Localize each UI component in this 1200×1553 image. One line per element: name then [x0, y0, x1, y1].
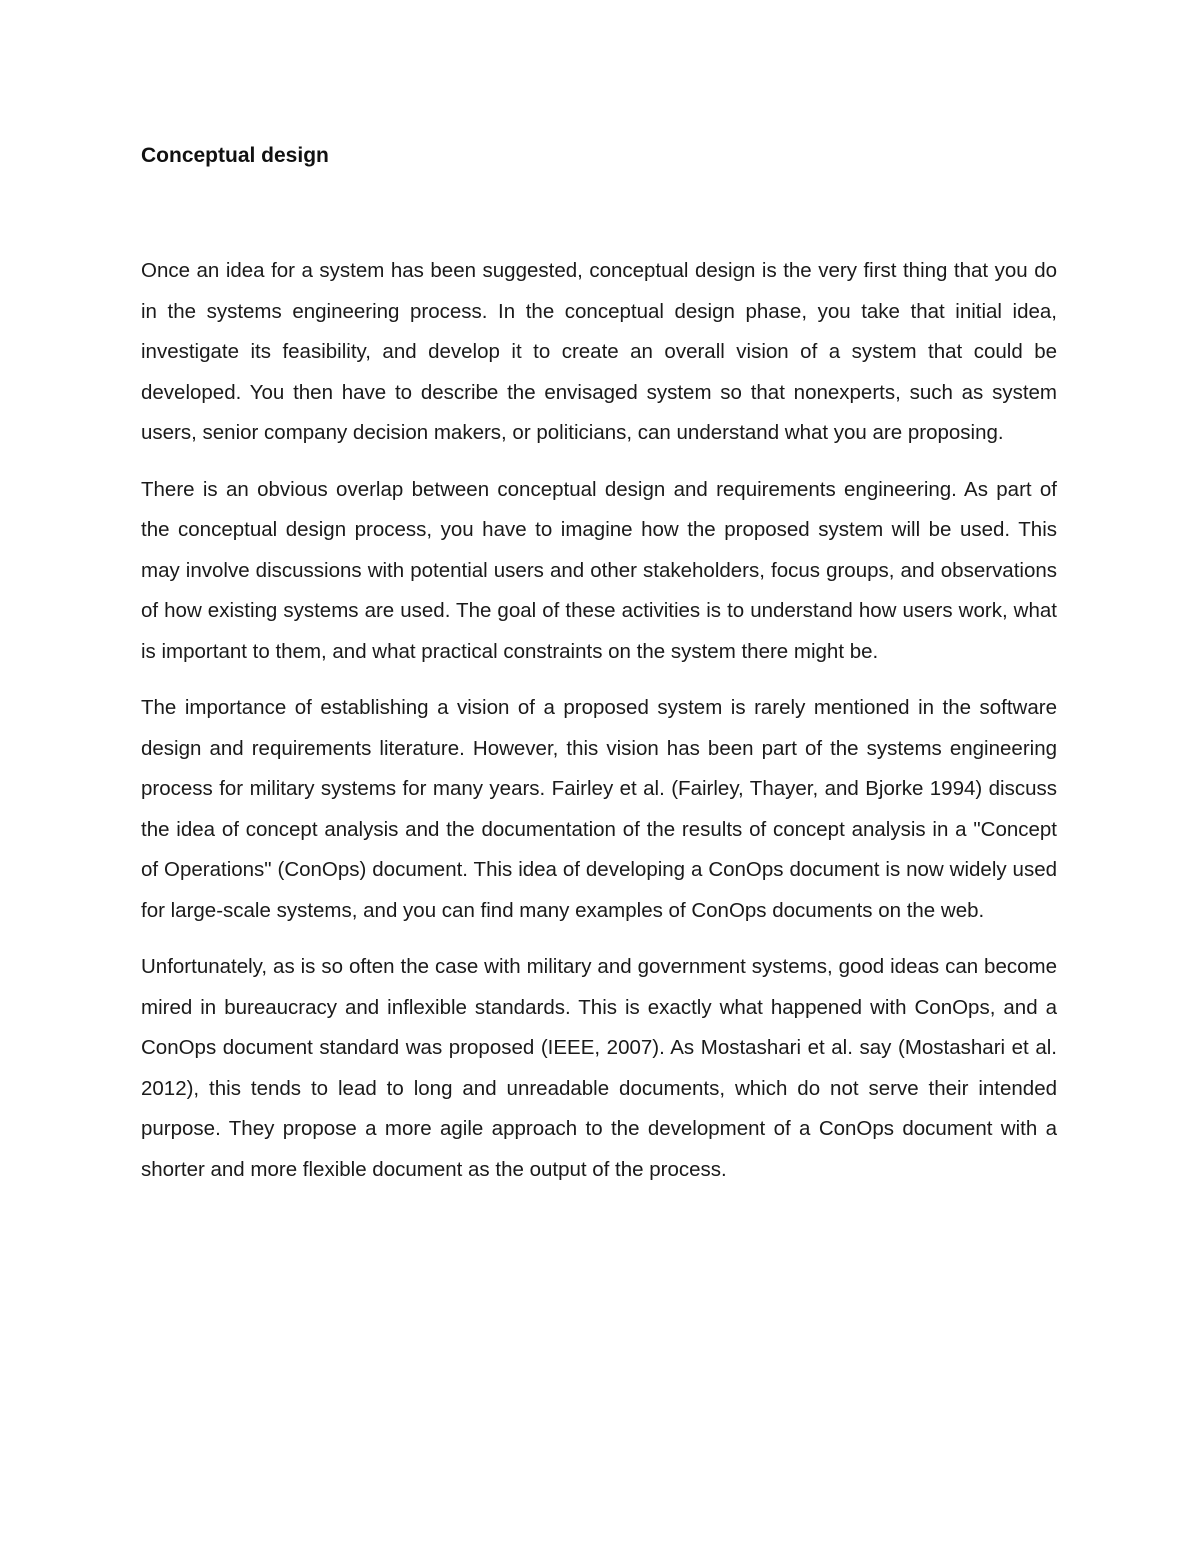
document-title: Conceptual design — [141, 144, 329, 167]
document-body — [141, 251, 1057, 1206]
paragraph-3: The importance of establishing a vision of a proposed system is rarely mentioned in the software design and requirements literature. However, this vision has been part of the systems engineering process for military systems for many years. Fairley et al. (Fairley, Thayer, and Bjorke 1994) discuss the idea of concept analysis and the documentation of the results of concept analysis in a "Concept of Operations" (ConOps) document. This idea of developing a ConOps document is now widely used for large-scale systems, and you can find many examples of ConOps documents on the web. — [141, 696, 1057, 922]
paragraph-2: There is an obvious overlap between conceptual design and requirements engineering. As part of the conceptual design process, you have to imagine how the proposed system will be used. This may involve discussions with potential users and other stakeholders, focus groups, and observations of how existing systems are used. The goal of these activities is to understand how users work, what is important to them, and what practical constraints on the system there might be. — [141, 477, 1057, 663]
paragraph-1: Once an idea for a system has been suggested, conceptual design is the very first thing that you do in the systems engineering process. In the conceptual design phase, you take that initial idea, investigate its feasibility, and develop it to create an overall vision of a system that could be developed. You then have to describe the envisaged system so that nonexperts, such as system users, senior company decision makers, or politicians, can understand what you are proposing. — [141, 259, 1057, 444]
paragraph-4: Unfortunately, as is so often the case with military and government systems, good ideas can become mired in bureaucracy and inflexible standards. This is exactly what happened with ConOps, and a ConOps document standard was proposed (IEEE, 2007). As Mostashari et al. say (Mostashari et al. 2012), this tends to lead to long and unreadable documents, which do not serve their intended purpose. They propose a more agile approach to the development of a ConOps document with a shorter and more flexible document as the output of the process. — [141, 955, 1057, 1181]
